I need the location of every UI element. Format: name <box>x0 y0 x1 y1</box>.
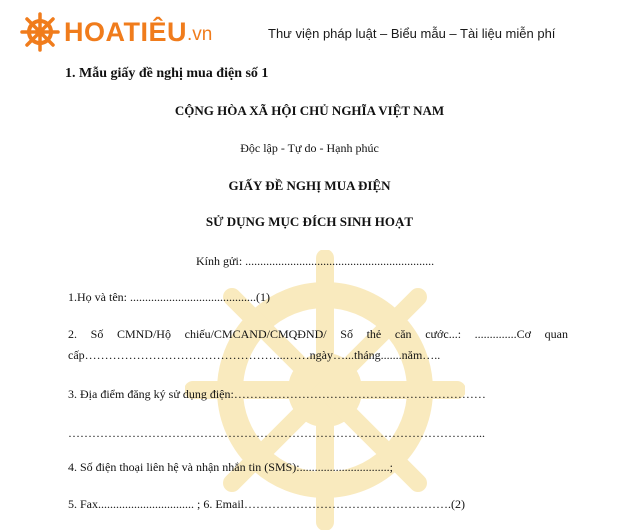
id-number-field[interactable]: 2. Số CMND/Hộ chiếu/CMCAND/CMQĐND/ Số thẻ căn cước...: ..............Cơ quan <box>68 327 568 341</box>
address-field-continued[interactable]: …………………………………………………………………………………………... <box>68 426 485 440</box>
full-name-field[interactable]: 1.Họ và tên: ..........................................(1) <box>68 290 270 304</box>
ship-wheel-icon <box>20 12 60 52</box>
section-title: 1. Mẫu giấy đề nghị mua điện số 1 <box>65 66 269 81</box>
address-field[interactable]: 3. Địa điểm đăng ký sử dụng điện:……………………………………………………… <box>68 387 486 401</box>
brand-logo[interactable] <box>20 12 212 52</box>
form-subtitle: SỬ DỤNG MỤC ĐÍCH SINH HOẠT <box>205 214 414 229</box>
brand-suffix: .vn <box>187 24 213 45</box>
brand-name: HOATIÊU <box>64 16 187 47</box>
site-header <box>0 0 619 62</box>
phone-field[interactable]: 4. Số điện thoại liên hệ và nhận nhắn tin (SMS):..............................; <box>68 460 393 474</box>
id-issue-field[interactable]: cấp…………………………………………...……ngày…...tháng.......năm….. <box>68 348 441 362</box>
form-title: GIẤY ĐỀ NGHỊ MUA ĐIỆN <box>228 178 391 193</box>
national-motto: Độc lập - Tự do - Hạnh phúc <box>240 141 379 155</box>
fax-email-field[interactable]: 5. Fax................................ ; 6. Email…………………………………………….(2) <box>68 497 465 511</box>
national-title: CỘNG HÒA XÃ HỘI CHỦ NGHĨA VIỆT NAM <box>174 103 445 118</box>
site-tagline: Thư viện pháp luật – Biểu mẫu – Tài liệu miễn phí <box>268 26 556 41</box>
addressee-field[interactable]: Kính gửi: ............................................................... <box>196 254 435 268</box>
